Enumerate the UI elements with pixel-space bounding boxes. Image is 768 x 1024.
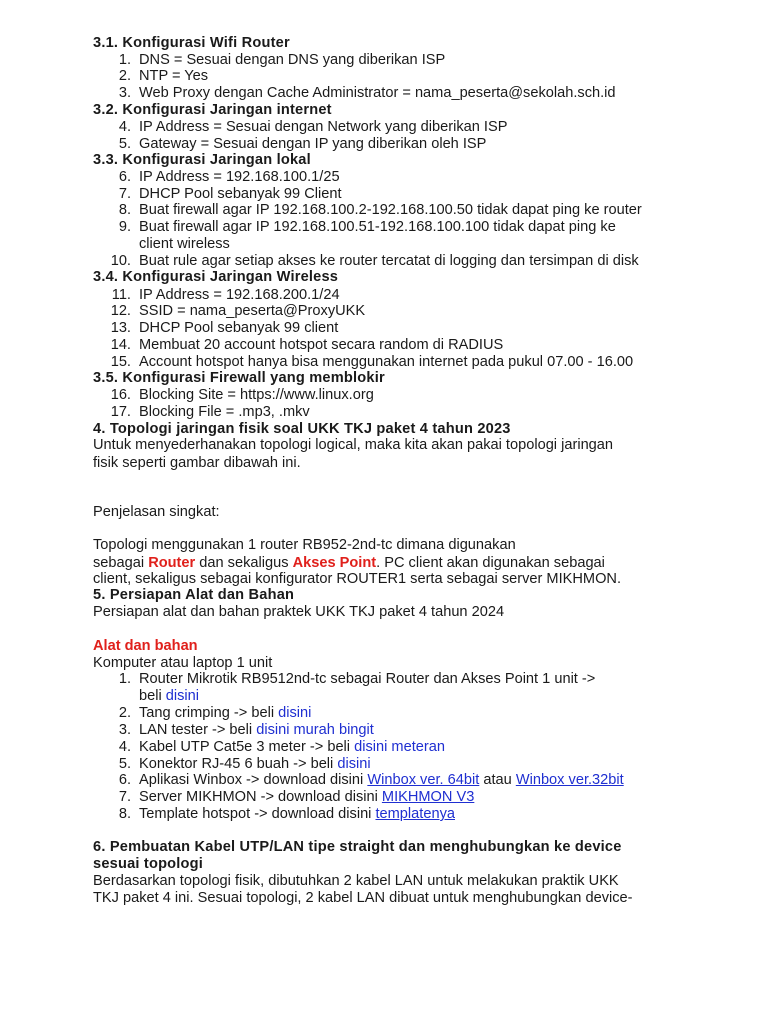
list-item: [139, 705, 311, 722]
buy-link[interactable]: disini: [165, 688, 200, 704]
text-run: Template hotspot -> download disini: [139, 806, 376, 822]
list-item: IP Address = 192.168.200.1/24: [139, 287, 340, 303]
list-item: Buat rule agar setiap akses ke router tercatat di logging dan tersimpan di disk: [139, 253, 639, 269]
list-number: 2.: [118, 68, 131, 84]
text-run: Kabel UTP Cat5e 3 meter -> beli: [139, 739, 355, 755]
list-number: 1.: [118, 52, 131, 68]
list-number: 15.: [110, 354, 131, 370]
buy-link[interactable]: disini: [278, 705, 312, 721]
list-item: Gateway = Sesuai dengan IP yang diberikan oleh ISP: [139, 136, 487, 152]
paragraph-line: fisik seperti gambar dibawah ini.: [93, 455, 301, 471]
buy-link[interactable]: disini murah bingit: [256, 722, 374, 738]
text-run: beli: [139, 688, 166, 704]
list-item: IP Address = Sesuai dengan Network yang diberikan ISP: [139, 119, 508, 135]
list-number: 5.: [118, 136, 131, 152]
template-link[interactable]: templatenya: [375, 806, 455, 822]
list-number: 14.: [110, 337, 131, 353]
section-heading-3-3: 3.3. Konfigurasi Jaringan lokal: [93, 152, 311, 168]
list-number: 8.: [118, 202, 131, 218]
list-number: 7.: [118, 186, 131, 202]
list-number: 12.: [110, 303, 131, 319]
list-item: Web Proxy dengan Cache Administrator = nama_peserta@sekolah.sch.id: [139, 85, 616, 101]
list-item: Buat firewall agar IP 192.168.100.2-192.168.100.50 tidak dapat ping ke router: [139, 202, 642, 218]
section-heading-3-1: 3.1. Konfigurasi Wifi Router: [93, 35, 290, 51]
section-heading-3-5: 3.5. Konfigurasi Firewall yang memblokir: [93, 370, 385, 386]
paragraph-line: Komputer atau laptop 1 unit: [93, 655, 273, 671]
list-number: 4.: [118, 119, 131, 135]
text-run: dan sekaligus: [195, 555, 293, 571]
text-run: Tang crimping -> beli: [139, 705, 279, 721]
list-number: 1.: [118, 671, 131, 687]
section-heading-3-2: 3.2. Konfigurasi Jaringan internet: [93, 102, 332, 118]
list-number: 7.: [118, 789, 131, 805]
list-item: Blocking File = .mp3, .mkv: [139, 404, 310, 420]
list-number: 16.: [110, 387, 131, 403]
list-number: 11.: [111, 287, 131, 303]
paragraph-line: Topologi menggunakan 1 router RB952-2nd-tc dimana digunakan: [93, 537, 516, 553]
list-item: Router Mikrotik RB9512nd-tc sebagai Router dan Akses Point 1 unit ->: [139, 671, 596, 687]
buy-link[interactable]: disini meteran: [354, 739, 445, 755]
list-item: Buat firewall agar IP 192.168.100.51-192.168.100.100 tidak dapat ping ke: [139, 219, 616, 235]
list-number: 4.: [118, 739, 131, 755]
text-run: Konektor RJ-45 6 buah -> beli: [139, 756, 338, 772]
list-number: 2.: [118, 705, 131, 721]
section-heading-6: 6. Pembuatan Kabel UTP/LAN tipe straight dan menghubungkan ke device: [93, 839, 622, 855]
section-heading-5: 5. Persiapan Alat dan Bahan: [93, 587, 295, 603]
list-number: 8.: [118, 806, 131, 822]
list-item-continuation: client wireless: [139, 236, 230, 252]
list-number: 10.: [110, 253, 131, 269]
list-number: 17.: [110, 404, 131, 420]
text-run: sebagai: [93, 555, 149, 571]
highlight-akses-point: Akses Point: [292, 555, 377, 571]
list-number: 3.: [118, 85, 131, 101]
section-heading-3-4: 3.4. Konfigurasi Jaringan Wireless: [93, 269, 339, 285]
highlight-router: Router: [148, 555, 196, 571]
text-run: atau: [479, 772, 516, 788]
list-item: SSID = nama_peserta@ProxyUKK: [139, 303, 366, 319]
list-item: [139, 772, 624, 789]
text-run: LAN tester -> beli: [139, 722, 257, 738]
paragraph-line: Persiapan alat dan bahan praktek UKK TKJ paket 4 tahun 2024: [93, 604, 505, 620]
section-heading-4: 4. Topologi jaringan fisik soal UKK TKJ paket 4 tahun 2023: [93, 421, 511, 437]
list-item: NTP = Yes: [139, 68, 209, 84]
list-item: IP Address = 192.168.100.1/25: [139, 169, 340, 185]
list-number: 5.: [118, 756, 131, 772]
list-item: DHCP Pool sebanyak 99 client: [139, 320, 339, 336]
list-number: 6.: [118, 772, 131, 788]
list-item: Account hotspot hanya bisa menggunakan internet pada pukul 07.00 - 16.00: [139, 354, 634, 370]
winbox-64bit-link[interactable]: Winbox ver. 64bit: [367, 772, 480, 788]
text-run: Server MIKHMON -> download disini: [139, 789, 382, 805]
text-run: . PC client akan digunakan sebagai: [376, 555, 605, 571]
section-heading-6-cont: sesuai topologi: [93, 856, 204, 872]
penjelasan-label: Penjelasan singkat:: [93, 504, 220, 520]
list-item: Blocking Site = https://www.linux.org: [139, 387, 374, 403]
alat-dan-bahan-heading: Alat dan bahan: [93, 638, 198, 654]
paragraph-line-mixed: [93, 555, 605, 572]
mikhmon-link[interactable]: MIKHMON V3: [381, 789, 475, 805]
paragraph-line: Untuk menyederhanakan topologi logical, maka kita akan pakai topologi jaringan: [93, 437, 614, 453]
list-number: 6.: [118, 169, 131, 185]
list-number: 3.: [118, 722, 131, 738]
list-number: 9.: [118, 219, 131, 235]
list-item: [139, 789, 474, 806]
list-item: [139, 756, 371, 773]
paragraph-line: client, sekaligus sebagai konfigurator ROUTER1 serta sebagai server MIKHMON.: [93, 571, 622, 587]
text-run: Aplikasi Winbox -> download disini: [139, 772, 368, 788]
paragraph-line: TKJ paket 4 ini. Sesuai topologi, 2 kabel LAN dibuat untuk menghubungkan device-: [93, 890, 633, 906]
paragraph-line: Berdasarkan topologi fisik, dibutuhkan 2 kabel LAN untuk melakukan praktik UKK: [93, 873, 619, 889]
list-item: [139, 806, 455, 823]
list-item: Membuat 20 account hotspot secara random di RADIUS: [139, 337, 504, 353]
buy-link[interactable]: disini: [337, 756, 371, 772]
list-item: [139, 739, 445, 756]
list-item: [139, 722, 374, 739]
list-item: DNS = Sesuai dengan DNS yang diberikan ISP: [139, 52, 446, 68]
list-item: DHCP Pool sebanyak 99 Client: [139, 186, 342, 202]
list-number: 13.: [110, 320, 131, 336]
list-item-continuation: [139, 688, 199, 705]
winbox-32bit-link[interactable]: Winbox ver.32bit: [515, 772, 624, 788]
